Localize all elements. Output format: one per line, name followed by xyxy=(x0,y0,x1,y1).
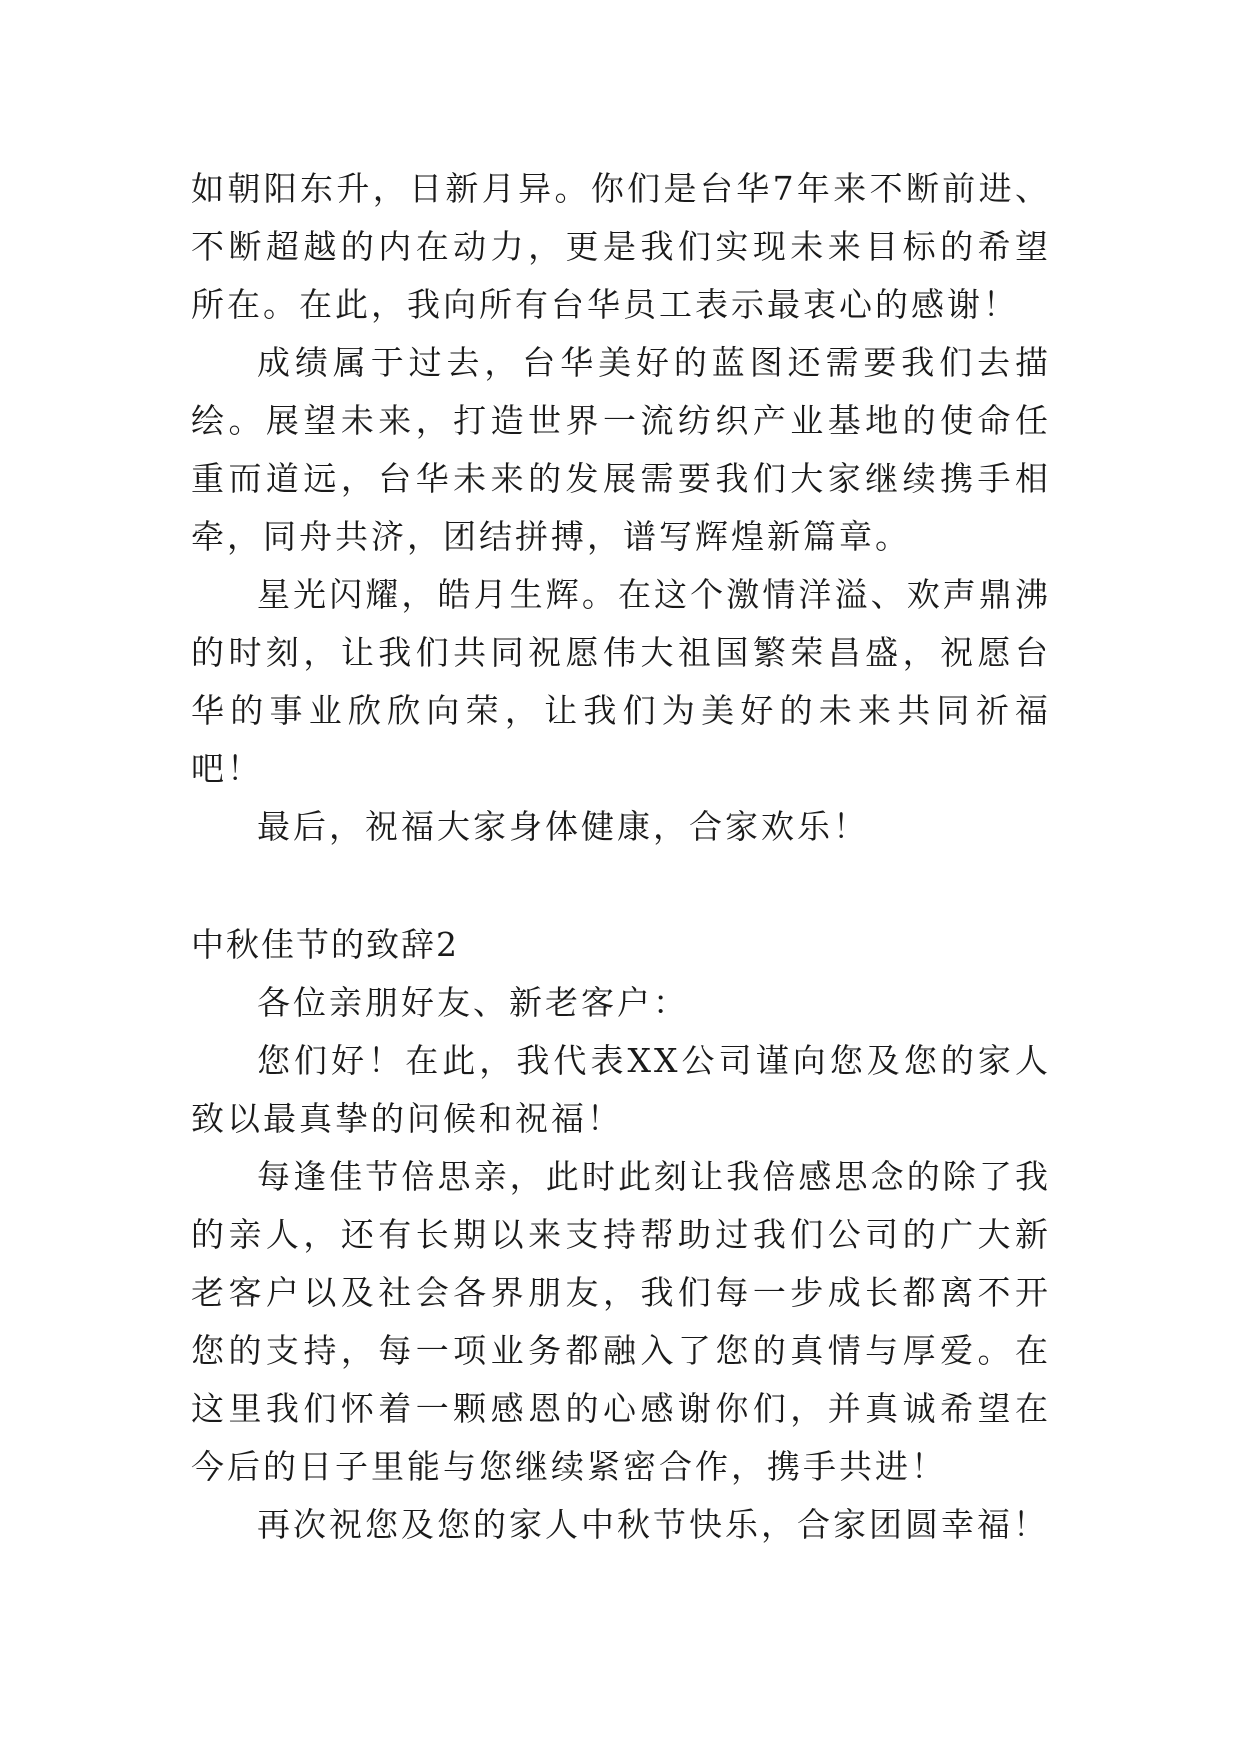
paragraph: 最后，祝福大家身体健康，合家欢乐！ xyxy=(257,807,869,846)
paragraph: 您们好！在此，我代表XX公司谨向您及您的家人致以最真挚的问候和祝福！ xyxy=(191,1041,1051,1138)
paragraph: 成绩属于过去，台华美好的蓝图还需要我们去描绘。展望未来，打造世界一流纺织产业基地的使命任重而道远，台华未来的发展需要我们大家继续携手相牵，同舟共济，团结拼搏，谱写辉煌新篇章。 xyxy=(191,343,1051,556)
section-title: 中秋佳节的致辞2 xyxy=(191,925,459,964)
paragraph-continuation: 如朝阳东升，日新月异。你们是台华7年来不断前进、不断超越的内在动力，更是我们实现未来目标的希望所在。在此，我向所有台华员工表示最衷心的感谢！ xyxy=(191,169,1051,324)
document-body xyxy=(191,160,1051,1554)
paragraph: 星光闪耀，皓月生辉。在这个激情洋溢、欢声鼎沸的时刻，让我们共同祝愿伟大祖国繁荣昌盛，祝愿台华的事业欣欣向荣，让我们为美好的未来共同祈福吧！ xyxy=(191,575,1051,788)
paragraph: 再次祝您及您的家人中秋节快乐，合家团圆幸福！ xyxy=(257,1505,1049,1544)
paragraph: 每逢佳节倍思亲，此时此刻让我倍感思念的除了我的亲人，还有长期以来支持帮助过我们公司的广大新老客户以及社会各界朋友，我们每一步成长都离不开您的支持，每一项业务都融入了您的真情与厚爱。在这里我们怀着一颗感恩的心感谢你们，并真诚希望在今后的日子里能与您继续紧密合作，携手共进！ xyxy=(191,1157,1051,1486)
salutation: 各位亲朋好友、新老客户： xyxy=(257,983,689,1022)
